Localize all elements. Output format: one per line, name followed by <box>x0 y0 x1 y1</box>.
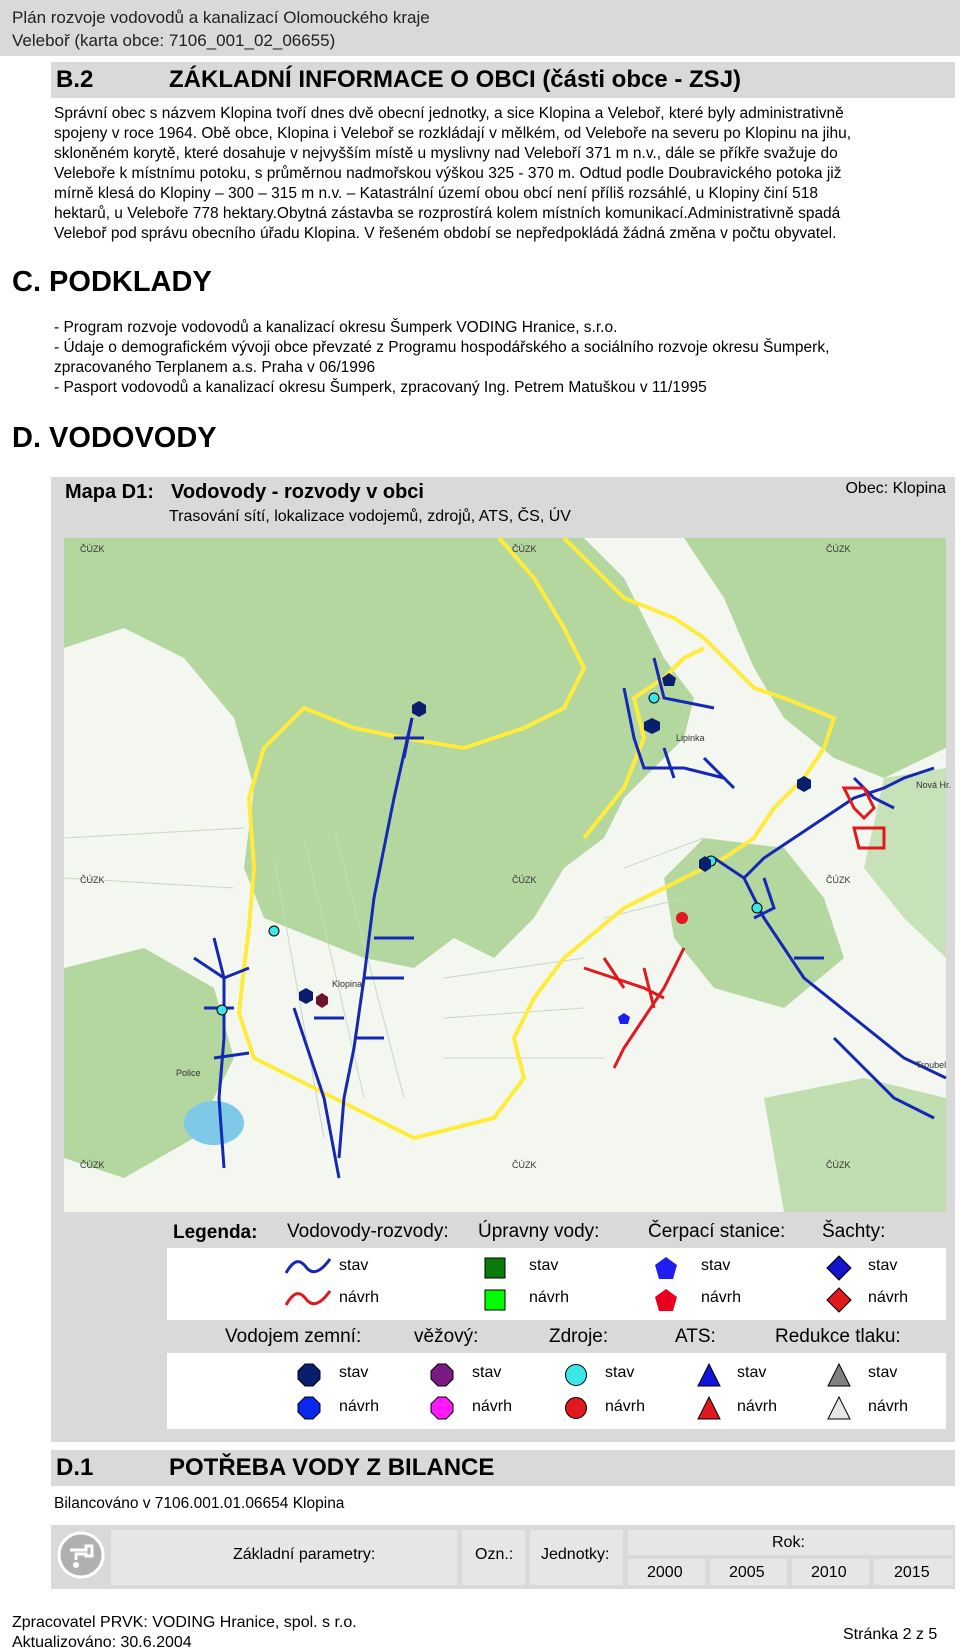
year-label: 2015 <box>894 1564 930 1581</box>
legend-navrh: návrh <box>868 1398 909 1415</box>
legend-stav: stav <box>472 1364 502 1381</box>
pipe-planned-icon <box>284 1287 332 1309</box>
map-cuzk-label: ČÚZK <box>826 1160 851 1170</box>
year-label: 2005 <box>729 1564 765 1581</box>
section-b2-number: B.2 <box>56 66 94 93</box>
jednotky-label: Jednotky: <box>541 1546 610 1563</box>
shaft-existing-icon <box>826 1255 852 1281</box>
map-cuzk-label: ČÚZK <box>826 875 851 885</box>
legend-title: Legenda: <box>173 1222 258 1243</box>
legend-header-ground-reservoir: Vodojem zemní: <box>225 1326 362 1347</box>
map-village-label: Nová Hr. <box>916 780 952 790</box>
source-marker <box>752 903 762 913</box>
footer-updated: Aktualizováno: 30.6.2004 <box>12 1634 192 1651</box>
legend-navrh: návrh <box>472 1398 513 1415</box>
section-b2-title: ZÁKLADNÍ INFORMACE O OBCI (části obce - ZSJ) <box>169 66 742 93</box>
water-network-map <box>64 538 952 1212</box>
source-planned-icon <box>564 1396 588 1420</box>
map-cuzk-label: ČÚZK <box>80 1160 105 1170</box>
legend-navrh: návrh <box>339 1289 380 1306</box>
legend-navrh: návrh <box>605 1398 646 1415</box>
source-marker <box>217 1005 227 1015</box>
legend-header-pressure: Redukce tlaku: <box>775 1326 901 1347</box>
treatment-planned-icon <box>484 1289 506 1311</box>
legend-navrh: návrh <box>339 1398 380 1415</box>
legend-header-pumps: Čerpací stanice: <box>648 1221 786 1242</box>
map-village-label: Lipinka <box>676 733 705 743</box>
legend-stav: stav <box>529 1257 559 1274</box>
paragraph-line: Veleboře k místnímu potoku, s průměrnou nadmořskou výškou 325 - 370 m. Odtud podle Doubravického potoka již <box>54 165 842 182</box>
water-tap-icon <box>56 1530 106 1580</box>
ground-reservoir-existing-icon <box>297 1363 321 1387</box>
map-cuzk-label: ČÚZK <box>826 544 851 554</box>
map-village-label: Police <box>176 1068 201 1078</box>
section-d-title: D. VODOVODY <box>12 422 217 454</box>
legend-navrh: návrh <box>868 1289 909 1306</box>
legend-header-ats: ATS: <box>675 1326 716 1347</box>
legend-header-pipes: Vodovody-rozvody: <box>287 1221 449 1242</box>
legend-header-treatment: Úpravny vody: <box>478 1221 600 1242</box>
section-d1-number: D.1 <box>56 1454 94 1481</box>
paragraph-line: skloněném korytě, které dosahuje v nejvyšším místě u myslivny nad Veleboří 371 m n.v., dále se příkře svažuje do <box>54 145 838 162</box>
planned-source-marker <box>676 912 688 924</box>
ground-reservoir-planned-icon <box>297 1396 321 1420</box>
paragraph-line: hektarů, u Veleboře 778 hektary.Obytná zástavba se rozprostírá kolem místních komunikací.Administrativně spadá <box>54 205 841 222</box>
section-c-title: C. PODKLADY <box>12 266 212 298</box>
legend-stav: stav <box>701 1257 731 1274</box>
map-cuzk-label: ČÚZK <box>512 875 537 885</box>
source-marker <box>649 693 659 703</box>
map-cuzk-label: ČÚZK <box>80 544 105 554</box>
source-marker <box>269 926 279 936</box>
paragraph-line: spojeny v roce 1964. Obě obce, Klopina i Veleboř se rozkládají v mělkém, od Veleboře na severu po Klopinu na jihu, <box>54 125 852 142</box>
header-subtitle: Veleboř (karta obce: 7106_001_02_06655) <box>12 31 336 50</box>
map-subtitle: Trasování sítí, lokalizace vodojemů, zdrojů, ATS, ČS, ÚV <box>169 508 571 525</box>
legend-header-tower: věžový: <box>414 1326 479 1347</box>
source-line: zpracovaného Terplanem a.s. Praha v 06/1996 <box>54 359 376 376</box>
map-title: Vodovody - rozvody v obci <box>171 481 424 503</box>
source-line: - Údaje o demografickém vývoji obce převzaté z Programu hospodářského a sociálního rozvoje okresu Šumperk, <box>54 339 830 356</box>
page-header <box>0 0 960 56</box>
legend-navrh: návrh <box>737 1398 778 1415</box>
legend-stav: stav <box>339 1257 369 1274</box>
rok-label: Rok: <box>772 1534 805 1551</box>
header-title: Plán rozvoje vodovodů a kanalizací Olomouckého kraje <box>12 8 430 27</box>
footer-author: Zpracovatel PRVK: VODING Hranice, spol. s r.o. <box>12 1614 357 1631</box>
legend-header-shafts: Šachty: <box>822 1221 886 1242</box>
ozn-label: Ozn.: <box>475 1546 514 1563</box>
legend-header-sources: Zdroje: <box>549 1326 609 1347</box>
tower-reservoir-planned-icon <box>430 1396 454 1420</box>
map-village-label: Klopina <box>332 979 363 989</box>
legend-stav: stav <box>339 1364 369 1381</box>
footer-page-number: Stránka 2 z 5 <box>843 1626 938 1643</box>
map-village-label: Troubel <box>916 1060 947 1070</box>
ats-planned-icon <box>697 1396 721 1420</box>
pump-existing-icon <box>654 1256 678 1280</box>
map-graphic <box>64 538 952 1212</box>
legend-stav: stav <box>868 1257 898 1274</box>
source-existing-icon <box>564 1363 588 1387</box>
legend-navrh: návrh <box>701 1289 742 1306</box>
year-label: 2000 <box>647 1564 683 1581</box>
source-line: - Program rozvoje vodovodů a kanalizací okresu Šumperk VODING Hranice, s.r.o. <box>54 319 618 336</box>
paragraph-line: mírně klesá do Klopiny – 300 – 315 m n.v. – Katastrální území obou obcí není příliš rozsáhlé, u Klopiny činí 518 <box>54 185 818 202</box>
zakladni-label: Základní parametry: <box>233 1546 376 1563</box>
map-municipality: Obec: Klopina <box>845 480 946 497</box>
legend-stav: stav <box>737 1364 767 1381</box>
map-cuzk-label: ČÚZK <box>80 875 105 885</box>
map-cuzk-label: ČÚZK <box>512 544 537 554</box>
pressure-reducer-planned-icon <box>827 1396 851 1420</box>
paragraph-line: Veleboř pod správu obecního úřadu Klopina. V řešeném období se nepředpokládá žádná změna v počtu obyvatel. <box>54 225 837 242</box>
legend-navrh: návrh <box>529 1289 570 1306</box>
shaft-planned-icon <box>826 1287 852 1313</box>
ats-existing-icon <box>697 1363 721 1387</box>
paragraph-line: Správní obec s názvem Klopina tvoří dnes dvě obecní jednotky, a sice Klopina a Veleboř, které byly administrativně <box>54 105 844 122</box>
year-label: 2010 <box>811 1564 847 1581</box>
pressure-reducer-existing-icon <box>827 1363 851 1387</box>
source-line: - Pasport vodovodů a kanalizací okresu Šumperk, zpracovaný Ing. Petrem Matuškou v 11/1995 <box>54 379 707 396</box>
map-cuzk-label: ČÚZK <box>512 1160 537 1170</box>
bilance-note: Bilancováno v 7106.001.01.06654 Klopina <box>54 1495 345 1512</box>
section-d1-title: POTŘEBA VODY Z BILANCE <box>169 1454 495 1481</box>
treatment-existing-icon <box>484 1257 506 1279</box>
tower-reservoir-existing-icon <box>430 1363 454 1387</box>
pipe-existing-icon <box>284 1255 332 1277</box>
pump-planned-icon <box>654 1288 678 1312</box>
map-label: Mapa D1: <box>65 481 154 503</box>
legend-stav: stav <box>868 1364 898 1381</box>
lake <box>184 1101 244 1145</box>
legend-stav: stav <box>605 1364 635 1381</box>
